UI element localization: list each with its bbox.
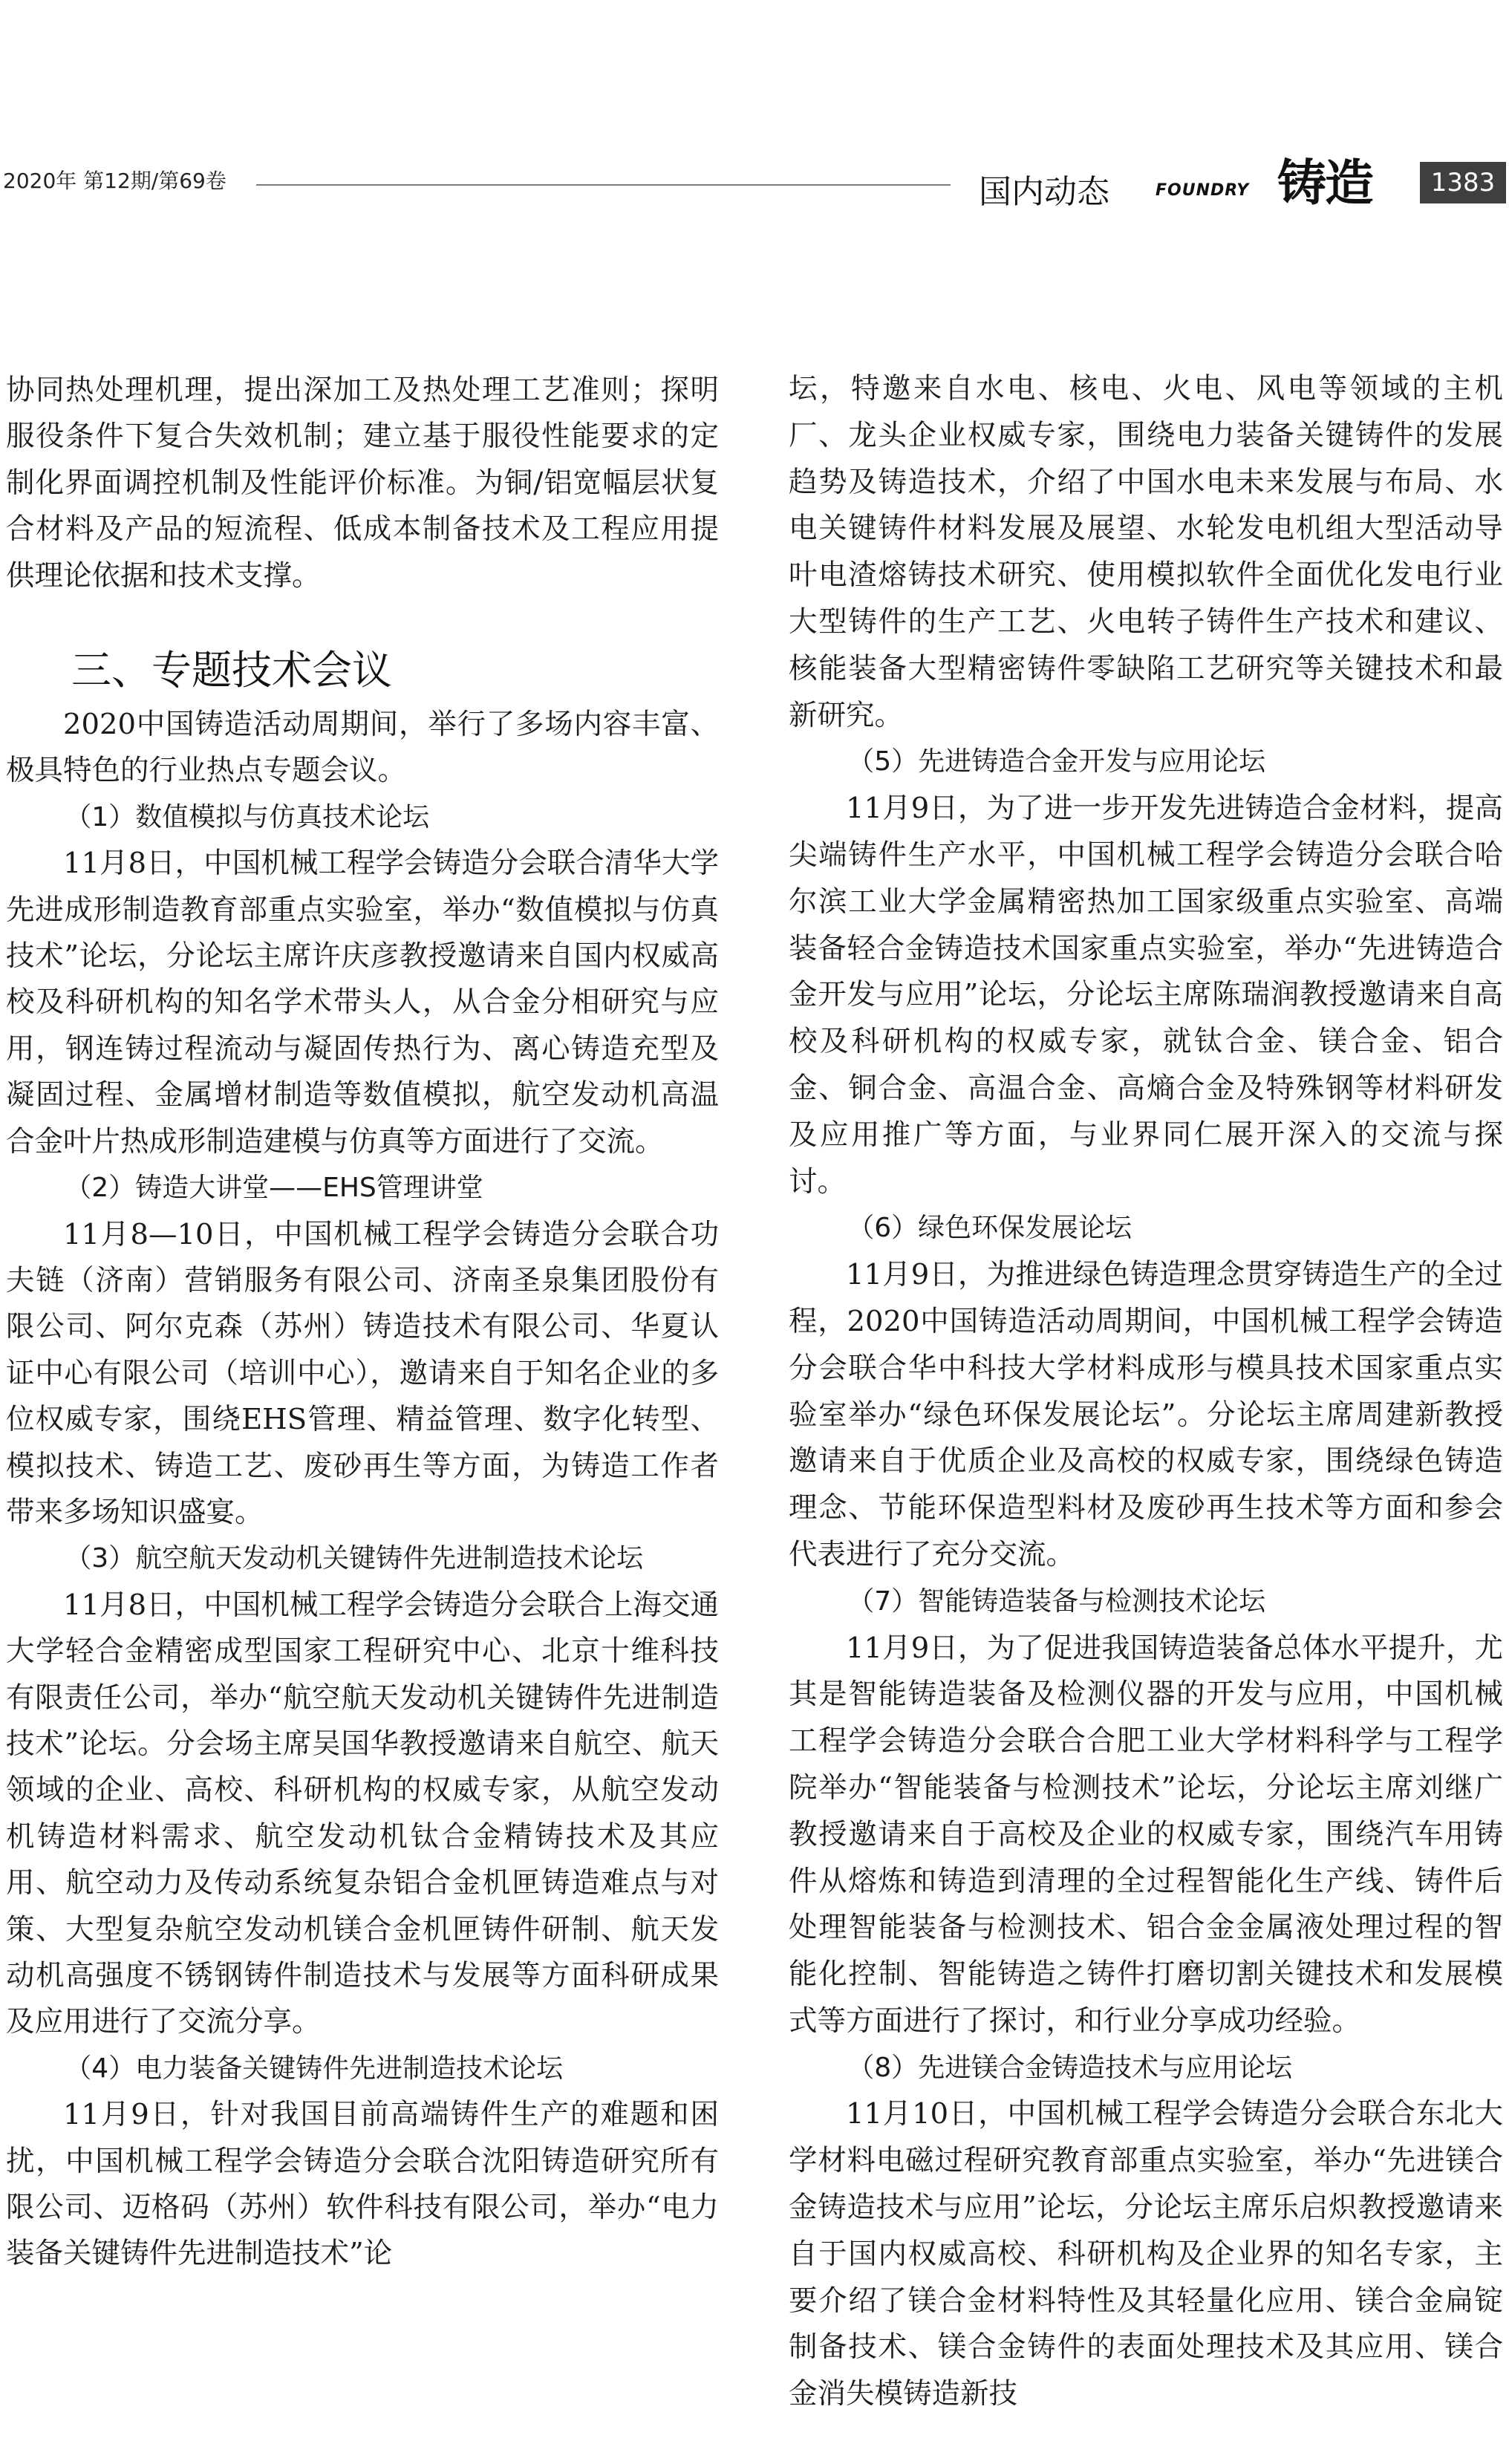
forum-title-3: （3）航空航天发动机关键铸件先进制造技术论坛 bbox=[65, 1543, 644, 1574]
forum-title-4: （4）电力装备关键铸件先进制造技术论坛 bbox=[65, 2053, 564, 2084]
journal-logo: 铸造 bbox=[1277, 154, 1372, 212]
forum-title-6: （6）绿色环保发展论坛 bbox=[847, 1213, 1132, 1244]
forum-body-4-continued: 坛，特邀来自水电、核电、火电、风电等领域的主机厂、龙头企业权威专家，围绕电力装备关键铸件的发展趋势及铸造技术，介绍了中国水电未来发展与布局、水电关键铸件材料发展及展望、水轮发电机组大型活动导叶电渣熔铸技术研究、使用模拟软件全面优化发电行业大型铸件的生产工艺、火电转子铸件生产技术和建议、核能装备大型精密铸件零缺陷工艺研究等关键技术和最新研究。 bbox=[789, 372, 1503, 732]
forum-title-2: （2）铸造大讲堂——EHS管理讲堂 bbox=[65, 1173, 483, 1204]
forum-title-1: （1）数值模拟与仿真技术论坛 bbox=[65, 801, 430, 832]
forum-body-8: 11月10日，中国机械工程学会铸造分会联合东北大学材料电磁过程研究教育部重点实验室，举办“先进镁合金铸造技术与应用”论坛，分论坛主席乐启炽教授邀请来自于国内权威高校、科研机构及企业界的知名专家，主要介绍了镁合金材料特性及其轻量化应用、镁合金扁锭制备技术、镁合金铸件的表面处理技术及其应用、镁合金消失模铸造新技 bbox=[789, 2097, 1503, 2411]
left-column bbox=[6, 368, 719, 2464]
page-number: 1383 bbox=[1420, 162, 1506, 203]
forum-body-7: 11月9日，为了促进我国铸造装备总体水平提升，尤其是智能铸造装备及检测仪器的开发与应用，中国机械工程学会铸造分会联合合肥工业大学材料科学与工程学院举办“智能装备与检测技术”论坛，分论坛主席刘继广教授邀请来自于高校及企业的权威专家，围绕汽车用铸件从熔炼和铸造到清理的全过程智能化生产线、铸件后处理智能装备与检测技术、铝合金金属液处理过程的智能化控制、智能铸造之铸件打磨切割关键技术和发展模式等方面进行了探讨，和行业分享成功经验。 bbox=[789, 1631, 1503, 2038]
forum-title-7: （7）智能铸造装备与检测技术论坛 bbox=[847, 1585, 1266, 1617]
header-rule bbox=[256, 184, 951, 186]
page-header bbox=[0, 0, 1509, 223]
issue-info: 2020年 第12期/第69卷 bbox=[3, 169, 226, 193]
forum-body-6: 11月9日，为推进绿色铸造理念贯穿铸造生产的全过程，2020中国铸造活动周期间，中国机械工程学会铸造分会联合华中科技大学材料成形与模具技术国家重点实验室举办“绿色环保发展论坛”。分论坛主席周建新教授邀请来自于优质企业及高校的权威专家，围绕绿色铸造理念、节能环保造型料材及废砂再生技术等方面和参会代表进行了充分交流。 bbox=[789, 1258, 1503, 1571]
forum-body-1: 11月8日，中国机械工程学会铸造分会联合清华大学先进成形制造教育部重点实验室，举办“数值模拟与仿真技术”论坛，分论坛主席许庆彦教授邀请来自国内权威高校及科研机构的知名学术带头人，从合金分相研究与应用，钢连铸过程流动与凝固传热行为、离心铸造充型及凝固过程、金属增材制造等数值模拟，航空发动机高温合金叶片热成形制造建模与仿真等方面进行了交流。 bbox=[6, 847, 719, 1158]
section-name: 国内动态 bbox=[979, 173, 1109, 211]
forum-body-5: 11月9日，为了进一步开发先进铸造合金材料，提高尖端铸件生产水平，中国机械工程学会铸造分会联合哈尔滨工业大学金属精密热加工国家级重点实验室、高端装备轻合金铸造技术国家重点实验室，举办“先进铸造合金开发与应用”论坛，分论坛主席陈瑞润教授邀请来自高校及科研机构的权威专家，就钛合金、镁合金、铝合金、铜合金、高温合金、高熵合金及特殊钢等材料研发及应用推广等方面，与业界同仁展开深入的交流与探讨。 bbox=[789, 792, 1503, 1199]
right-column bbox=[789, 366, 1503, 2463]
journal-logo-latin: FOUNDRY bbox=[1156, 181, 1250, 200]
forum-body-2: 11月8—10日，中国机械工程学会铸造分会联合功夫链（济南）营销服务有限公司、济南圣泉集团股份有限公司、阿尔克森（苏州）铸造技术有限公司、华夏认证中心有限公司（培训中心），邀请来自于知名企业的多位权威专家，围绕EHS管理、精益管理、数字化转型、模拟技术、铸造工艺、废砂再生等方面，为铸造工作者带来多场知识盛宴。 bbox=[6, 1217, 719, 1529]
forum-title-5: （5）先进铸造合金开发与应用论坛 bbox=[847, 746, 1266, 778]
section-heading: 三、专题技术会议 bbox=[71, 647, 392, 694]
forum-title-8: （8）先进镁合金铸造技术与应用论坛 bbox=[847, 2052, 1293, 2083]
forum-body-4: 11月9日，针对我国目前高端铸件生产的难题和困扰，中国机械工程学会铸造分会联合沈阳铸造研究所有限公司、迈格码（苏州）软件科技有限公司，举办“电力装备关键铸件先进制造技术”论 bbox=[6, 2098, 719, 2271]
forum-body-3: 11月8日，中国机械工程学会铸造分会联合上海交通大学轻合金精密成型国家工程研究中心、北京十维科技有限责任公司，举办“航空航天发动机关键铸件先进制造技术”论坛。分会场主席吴国华教授邀请来自航空、航天领域的企业、高校、科研机构的权威专家，从航空发动机铸造材料需求、航空发动机钛合金精铸技术及其应用、航空动力及传动系统复杂铝合金机匣铸造难点与对策、大型复杂航空发动机镁合金机匣铸件研制、航天发动机高强度不锈钢铸件制造技术与发展等方面科研成果及应用进行了交流分享。 bbox=[6, 1588, 719, 2039]
continuation-paragraph: 协同热处理机理，提出深加工及热处理工艺准则；探明服役条件下复合失效机制；建立基于服役性能要求的定制化界面调控机制及性能评价标准。为铜/铝宽幅层状复合材料及产品的短流程、低成本制备技术及工程应用提供理论依据和技术支撑。 bbox=[6, 374, 719, 593]
intro-paragraph: 2020中国铸造活动周期间，举行了多场内容丰富、极具特色的行业热点专题会议。 bbox=[6, 708, 719, 788]
